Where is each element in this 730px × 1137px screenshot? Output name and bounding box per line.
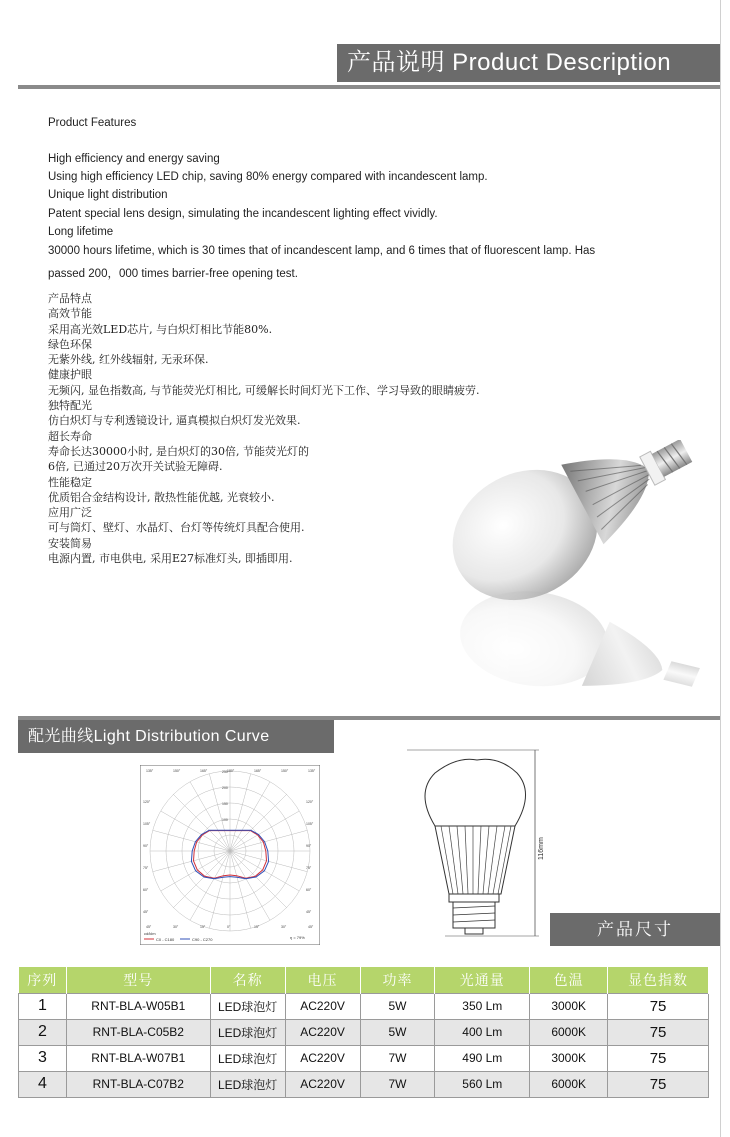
feature-line: Using high efficiency LED chip, saving 80% energy compared with incandescent lamp. bbox=[48, 171, 488, 183]
cn-line: 电源内置, 市电供电, 采用E27标准灯头, 即插即用. bbox=[48, 552, 293, 566]
cn-line: 无紫外线, 红外线辐射, 无汞环保. bbox=[48, 353, 209, 367]
cn-line: 仿白炽灯与专利透镜设计, 逼真模拟白炽灯发光效果. bbox=[48, 414, 301, 428]
cell: 6000K bbox=[530, 1071, 608, 1097]
size-title: 产品尺寸 bbox=[550, 913, 720, 946]
angle-tick-label: 60° bbox=[306, 888, 312, 892]
angle-tick-label: 135° bbox=[146, 769, 154, 773]
cell: 5W bbox=[360, 993, 435, 1019]
cell: 3000K bbox=[530, 1045, 608, 1071]
cn-line: 采用高光效LED芯片, 与白炽灯相比节能80%. bbox=[48, 322, 273, 336]
cell: 560 Lm bbox=[435, 1071, 530, 1097]
angle-tick-label: 30° bbox=[173, 925, 179, 929]
cell: 7W bbox=[360, 1045, 435, 1071]
feature-line: High efficiency and energy saving bbox=[48, 153, 220, 165]
radial-tick-label: 150 bbox=[222, 802, 228, 806]
cell: 3 bbox=[19, 1045, 67, 1071]
cell: RNT-BLA-C05B2 bbox=[66, 1019, 210, 1045]
cell: AC220V bbox=[285, 1019, 360, 1045]
angle-tick-label: 15° bbox=[254, 925, 260, 929]
table-row bbox=[19, 1045, 709, 1071]
cell: LED球泡灯 bbox=[210, 993, 285, 1019]
feature-line: Unique light distribution bbox=[48, 189, 168, 201]
table-row bbox=[19, 1019, 709, 1045]
cell: 7W bbox=[360, 1071, 435, 1097]
height-dimension: 116mm bbox=[538, 837, 545, 860]
cell: AC220V bbox=[285, 993, 360, 1019]
col-header: 功率 bbox=[360, 967, 435, 993]
feature-line: Patent special lens design, simulating the incandescent lighting effect vividly. bbox=[48, 208, 438, 220]
col-header: 光通量 bbox=[435, 967, 530, 993]
angle-tick-label: 60° bbox=[143, 888, 149, 892]
cn-line: 6倍, 已通过20万次开关试验无障碍. bbox=[48, 460, 223, 474]
unit-label: cd/klm bbox=[144, 931, 156, 936]
cell: LED球泡灯 bbox=[210, 1071, 285, 1097]
right-margin-line bbox=[720, 0, 721, 1137]
cn-line: 产品特点 bbox=[48, 292, 92, 305]
cell: 4 bbox=[19, 1071, 67, 1097]
angle-tick-label: 135° bbox=[308, 769, 316, 773]
radial-tick-label: 250 bbox=[222, 770, 228, 774]
cn-line: 寿命长达30000小时, 是白炽灯的30倍, 节能荧光灯的 bbox=[48, 444, 309, 458]
angle-tick-label: 90° bbox=[143, 844, 149, 848]
angle-tick-label: 120° bbox=[306, 800, 314, 804]
cn-line: 绿色环保 bbox=[48, 337, 92, 351]
angle-tick-label: 45° bbox=[306, 910, 312, 914]
col-header: 名称 bbox=[210, 967, 285, 993]
cell: LED球泡灯 bbox=[210, 1019, 285, 1045]
cell: 1 bbox=[19, 993, 67, 1019]
legend-entry: C90 - C270 bbox=[192, 937, 213, 942]
table-row bbox=[19, 993, 709, 1019]
angle-tick-label: 75° bbox=[143, 866, 149, 870]
col-header: 序列 bbox=[19, 967, 67, 993]
angle-tick-label: 150° bbox=[281, 769, 289, 773]
cn-line: 健康护眼 bbox=[48, 368, 92, 382]
cn-line: 独特配光 bbox=[48, 399, 92, 413]
page-title: 产品说明 Product Description bbox=[337, 44, 720, 82]
light-curve-title: 配光曲线Light Distribution Curve bbox=[18, 720, 334, 753]
features-heading: Product Features bbox=[48, 117, 137, 129]
cell: 3000K bbox=[530, 993, 608, 1019]
angle-tick-label: 105° bbox=[306, 822, 314, 826]
angle-tick-label: 45° bbox=[143, 910, 149, 914]
cell: 490 Lm bbox=[435, 1045, 530, 1071]
cell: RNT-BLA-C07B2 bbox=[66, 1071, 210, 1097]
radial-tick-label: 100 bbox=[222, 818, 228, 822]
table-header-row bbox=[19, 967, 709, 993]
angle-tick-label: 45° bbox=[146, 925, 152, 929]
angle-tick-label: 105° bbox=[143, 822, 151, 826]
legend-entry: C0 - C180 bbox=[156, 937, 175, 942]
angle-tick-label: 120° bbox=[143, 800, 151, 804]
cn-line: 优质铝合金结构设计, 散热性能优越, 光衰较小. bbox=[48, 490, 275, 504]
spec-table bbox=[18, 967, 709, 1098]
header-divider bbox=[18, 85, 720, 89]
cell: 75 bbox=[608, 1019, 709, 1045]
angle-tick-label: 165° bbox=[200, 769, 208, 773]
cell: 75 bbox=[608, 993, 709, 1019]
cell: 6000K bbox=[530, 1019, 608, 1045]
radial-tick-label: 200 bbox=[222, 786, 228, 790]
features-cn bbox=[48, 291, 479, 566]
cell: AC220V bbox=[285, 1045, 360, 1071]
angle-tick-label: 150° bbox=[173, 769, 181, 773]
cn-line: 无频闪, 显色指数高, 与节能荧光灯相比, 可缓解长时间灯光下工作、学习导致的眼睛疲劳. bbox=[48, 383, 480, 397]
cell: RNT-BLA-W05B1 bbox=[66, 993, 210, 1019]
cn-line: 性能稳定 bbox=[48, 475, 92, 489]
cn-line: 安装简易 bbox=[48, 536, 92, 550]
efficiency-label: η = 79% bbox=[290, 935, 305, 940]
cn-line: 超长寿命 bbox=[48, 429, 92, 443]
col-header: 电压 bbox=[285, 967, 360, 993]
cell: 75 bbox=[608, 1045, 709, 1071]
angle-tick-label: 90° bbox=[306, 844, 312, 848]
col-header: 色温 bbox=[530, 967, 608, 993]
cell: LED球泡灯 bbox=[210, 1045, 285, 1071]
cn-line: 应用广泛 bbox=[48, 506, 92, 520]
cell: 400 Lm bbox=[435, 1019, 530, 1045]
cell: 2 bbox=[19, 1019, 67, 1045]
cn-line: 可与筒灯、壁灯、水晶灯、台灯等传统灯具配合使用. bbox=[48, 521, 305, 535]
table-row bbox=[19, 1071, 709, 1097]
angle-tick-label: 15° bbox=[200, 925, 206, 929]
angle-tick-label: 30° bbox=[281, 925, 287, 929]
col-header: 显色指数 bbox=[608, 967, 709, 993]
angle-tick-label: 45° bbox=[308, 925, 314, 929]
cell: RNT-BLA-W07B1 bbox=[66, 1045, 210, 1071]
cell: 75 bbox=[608, 1071, 709, 1097]
led-bulb-photo bbox=[425, 440, 720, 715]
feature-line: passed 200，000 times barrier-free opening test. bbox=[48, 268, 298, 280]
cell: 350 Lm bbox=[435, 993, 530, 1019]
angle-tick-label: 0° bbox=[227, 925, 231, 929]
angle-tick-label: 75° bbox=[306, 866, 312, 870]
col-header: 型号 bbox=[66, 967, 210, 993]
angle-tick-label: 165° bbox=[254, 769, 262, 773]
cell: AC220V bbox=[285, 1071, 360, 1097]
cn-line: 高效节能 bbox=[48, 307, 92, 321]
feature-line: 30000 hours lifetime, which is 30 times that of incandescent lamp, and 6 times that of fluorescent lamp. Has bbox=[48, 245, 596, 257]
angle-tick-label: 180° bbox=[227, 769, 235, 773]
feature-line: Long lifetime bbox=[48, 226, 114, 238]
bulb-dimension-drawing bbox=[405, 748, 555, 948]
light-distribution-chart bbox=[140, 765, 320, 945]
cell: 5W bbox=[360, 1019, 435, 1045]
